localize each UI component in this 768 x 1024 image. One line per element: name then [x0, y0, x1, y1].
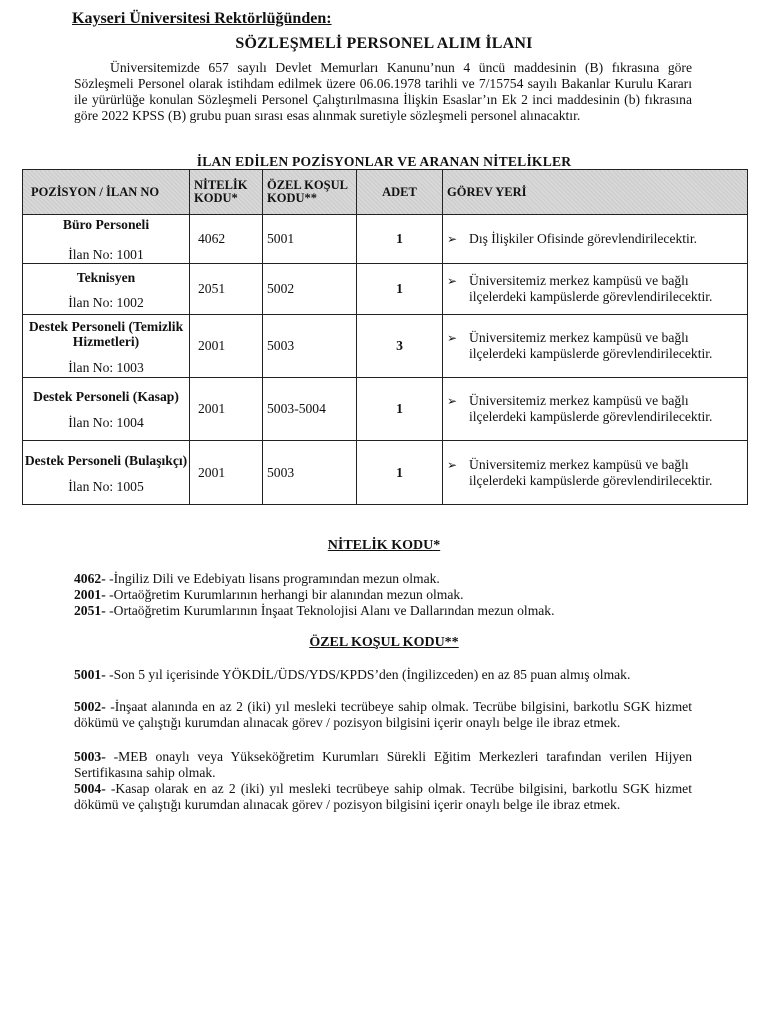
- position-cell: [23, 378, 190, 441]
- ozel-item-code: 5004-: [74, 781, 106, 796]
- ilan-no: İlan No: 1002: [68, 294, 144, 310]
- gorev-text: Dış İlişkiler Ofisinde görevlendirilecektir.: [469, 231, 698, 246]
- table-title: İLAN EDİLEN POZİSYONLAR VE ARANAN NİTELİKLER: [196, 154, 572, 169]
- gorev-cell: [443, 315, 748, 378]
- gorev-text: Üniversitemiz merkez kampüsü ve bağlı ilçelerdeki kampüslerde görevlendirilecektir.: [469, 273, 713, 304]
- nitelik-item-code: 4062-: [74, 571, 106, 586]
- ozel-item-text: -İnşaat alanında en az 2 (iki) yıl mesleki tecrübeye sahip olmak. Tecrübe bilgisini, barkotlu SGK hizmet dökümü ve çalıştığı kurumdan alınacak görev / pozisyon bilgisini içerir onaylı belge ile ibraz etmek.: [74, 699, 692, 730]
- arrow-bullet-icon: ➢: [447, 331, 458, 345]
- nitelik-code: 2001: [190, 441, 263, 505]
- position-name: Destek Personeli (Temizlik Hizmetleri): [28, 318, 184, 349]
- ozel-item-text: -Kasap olarak en az 2 (iki) yıl mesleki tecrübeye sahip olmak. Tecrübe bilgisini, barkotlu SGK hizmet dökümü ve çalıştığı kurumdan alınacak görev / pozisyon bilgisini içerir onaylı belge ile ibraz etmek.: [74, 781, 692, 812]
- nitelik-code: 2001: [190, 315, 263, 378]
- ozel-item: [74, 749, 692, 781]
- gorev-cell: [443, 441, 748, 505]
- ozel-code: 5003: [263, 315, 357, 378]
- intro-text: Üniversitemizde 657 sayılı Devlet Memurları Kanunu’nun 4 üncü maddesinin (B) fıkrasına göre Sözleşmeli Personel olarak istihdam edilmek üzere 06.06.1978 tarihli ve 7/15754 sayılı Bakanlar Kurulu Kararı ile yürürlüğe konulan Sözleşmeli Personel Çalıştırılmasına İlişkin Esaslar’ın Ek 2 inci maddesinin (b) fıkrasına göre 2022 KPSS (B) grubu puan sırası esas alınmak suretiyle sözleşmeli personel alınacaktır.: [74, 60, 692, 123]
- nitelik-code: 2051: [190, 264, 263, 315]
- adet-value: 1: [357, 441, 443, 505]
- header-adet: ADET: [357, 170, 443, 215]
- ilan-no: İlan No: 1003: [68, 359, 144, 375]
- adet-value: 3: [357, 315, 443, 378]
- ozel-item-code: 5001-: [74, 667, 106, 682]
- gorev-cell: [443, 264, 748, 315]
- header-nitelik: NİTELİK KODU*: [190, 170, 263, 215]
- ozel-item: [74, 699, 692, 731]
- nitelik-item: [74, 571, 692, 587]
- table-row: [23, 264, 748, 315]
- ozel-item: [74, 781, 692, 813]
- table-row: [23, 215, 748, 264]
- table-row: [23, 315, 748, 378]
- nitelik-item-text: -İngiliz Dili ve Edebiyatı lisans programından mezun olmak.: [105, 571, 440, 586]
- arrow-bullet-icon: ➢: [447, 457, 458, 472]
- intro-paragraph: [74, 60, 692, 124]
- gorev-cell: [443, 215, 748, 264]
- ozel-code: 5003: [263, 441, 357, 505]
- position-cell: [23, 264, 190, 315]
- position-cell: [23, 215, 190, 264]
- table-header-row: [23, 170, 748, 215]
- position-name: Büro Personeli: [62, 217, 150, 232]
- header-position: POZİSYON / İLAN NO: [23, 170, 190, 215]
- header-ozel: ÖZEL KOŞUL KODU**: [263, 170, 357, 215]
- nitelik-section-title: NİTELİK KODU*: [327, 538, 441, 553]
- ozel-item-text: -MEB onaylı veya Yükseköğretim Kurumları Sürekli Eğitim Merkezleri tarafından verilen Hijyen Sertifikasına sahip olmak.: [74, 749, 692, 780]
- ilan-no: İlan No: 1004: [68, 415, 144, 430]
- ozel-code: 5002: [263, 264, 357, 315]
- ozel-item-text: -Son 5 yıl içerisinde YÖKDİL/ÜDS/YDS/KPDS’den (İngilizceden) en az 85 puan almış olmak.: [105, 667, 631, 682]
- table-row: [23, 441, 748, 505]
- nitelik-item-text: -Ortaöğretim Kurumlarının İnşaat Teknolojisi Alanı ve Dallarından mezun olmak.: [105, 603, 555, 618]
- adet-value: 1: [357, 264, 443, 315]
- ilan-no: İlan No: 1001: [68, 247, 144, 262]
- gorev-text: Üniversitemiz merkez kampüsü ve bağlı ilçelerdeki kampüslerde görevlendirilecektir.: [469, 456, 713, 488]
- arrow-bullet-icon: ➢: [447, 232, 458, 246]
- nitelik-item: [74, 603, 692, 619]
- page-title: SÖZLEŞMELİ PERSONEL ALIM İLANI: [235, 35, 533, 52]
- nitelik-item: [74, 587, 692, 603]
- position-name: Destek Personeli (Kasap): [33, 389, 179, 404]
- ozel-item: [74, 667, 692, 683]
- ozel-item-code: 5002-: [74, 699, 106, 714]
- arrow-bullet-icon: ➢: [447, 274, 458, 288]
- gorev-text: Üniversitemiz merkez kampüsü ve bağlı ilçelerdeki kampüslerde görevlendirilecektir.: [469, 330, 713, 361]
- adet-value: 1: [357, 378, 443, 441]
- nitelik-code: 2001: [190, 378, 263, 441]
- position-cell: [23, 441, 190, 505]
- ilan-no: İlan No: 1005: [68, 478, 144, 494]
- adet-value: 1: [357, 215, 443, 264]
- table-row: [23, 378, 748, 441]
- university-heading: Kayseri Üniversitesi Rektörlüğünden:: [72, 10, 332, 27]
- nitelik-item-text: -Ortaöğretim Kurumlarının herhangi bir alanından mezun olmak.: [105, 587, 464, 602]
- ozel-item-code: 5003-: [74, 749, 106, 764]
- gorev-text: Üniversitemiz merkez kampüsü ve bağlı ilçelerdeki kampüslerde görevlendirilecektir.: [469, 393, 713, 424]
- ozel-code: 5003-5004: [263, 378, 357, 441]
- nitelik-code: 4062: [190, 215, 263, 264]
- ozel-section-title: ÖZEL KOŞUL KODU**: [309, 635, 459, 650]
- ozel-code: 5001: [263, 215, 357, 264]
- nitelik-item-code: 2051-: [74, 603, 106, 618]
- positions-table: [22, 169, 748, 505]
- arrow-bullet-icon: ➢: [447, 394, 458, 408]
- position-name: Teknisyen: [76, 269, 136, 285]
- nitelik-item-code: 2001-: [74, 587, 106, 602]
- header-gorev: GÖREV YERİ: [443, 170, 748, 215]
- position-name: Destek Personeli (Bulaşıkçı): [24, 452, 188, 468]
- position-cell: [23, 315, 190, 378]
- gorev-cell: [443, 378, 748, 441]
